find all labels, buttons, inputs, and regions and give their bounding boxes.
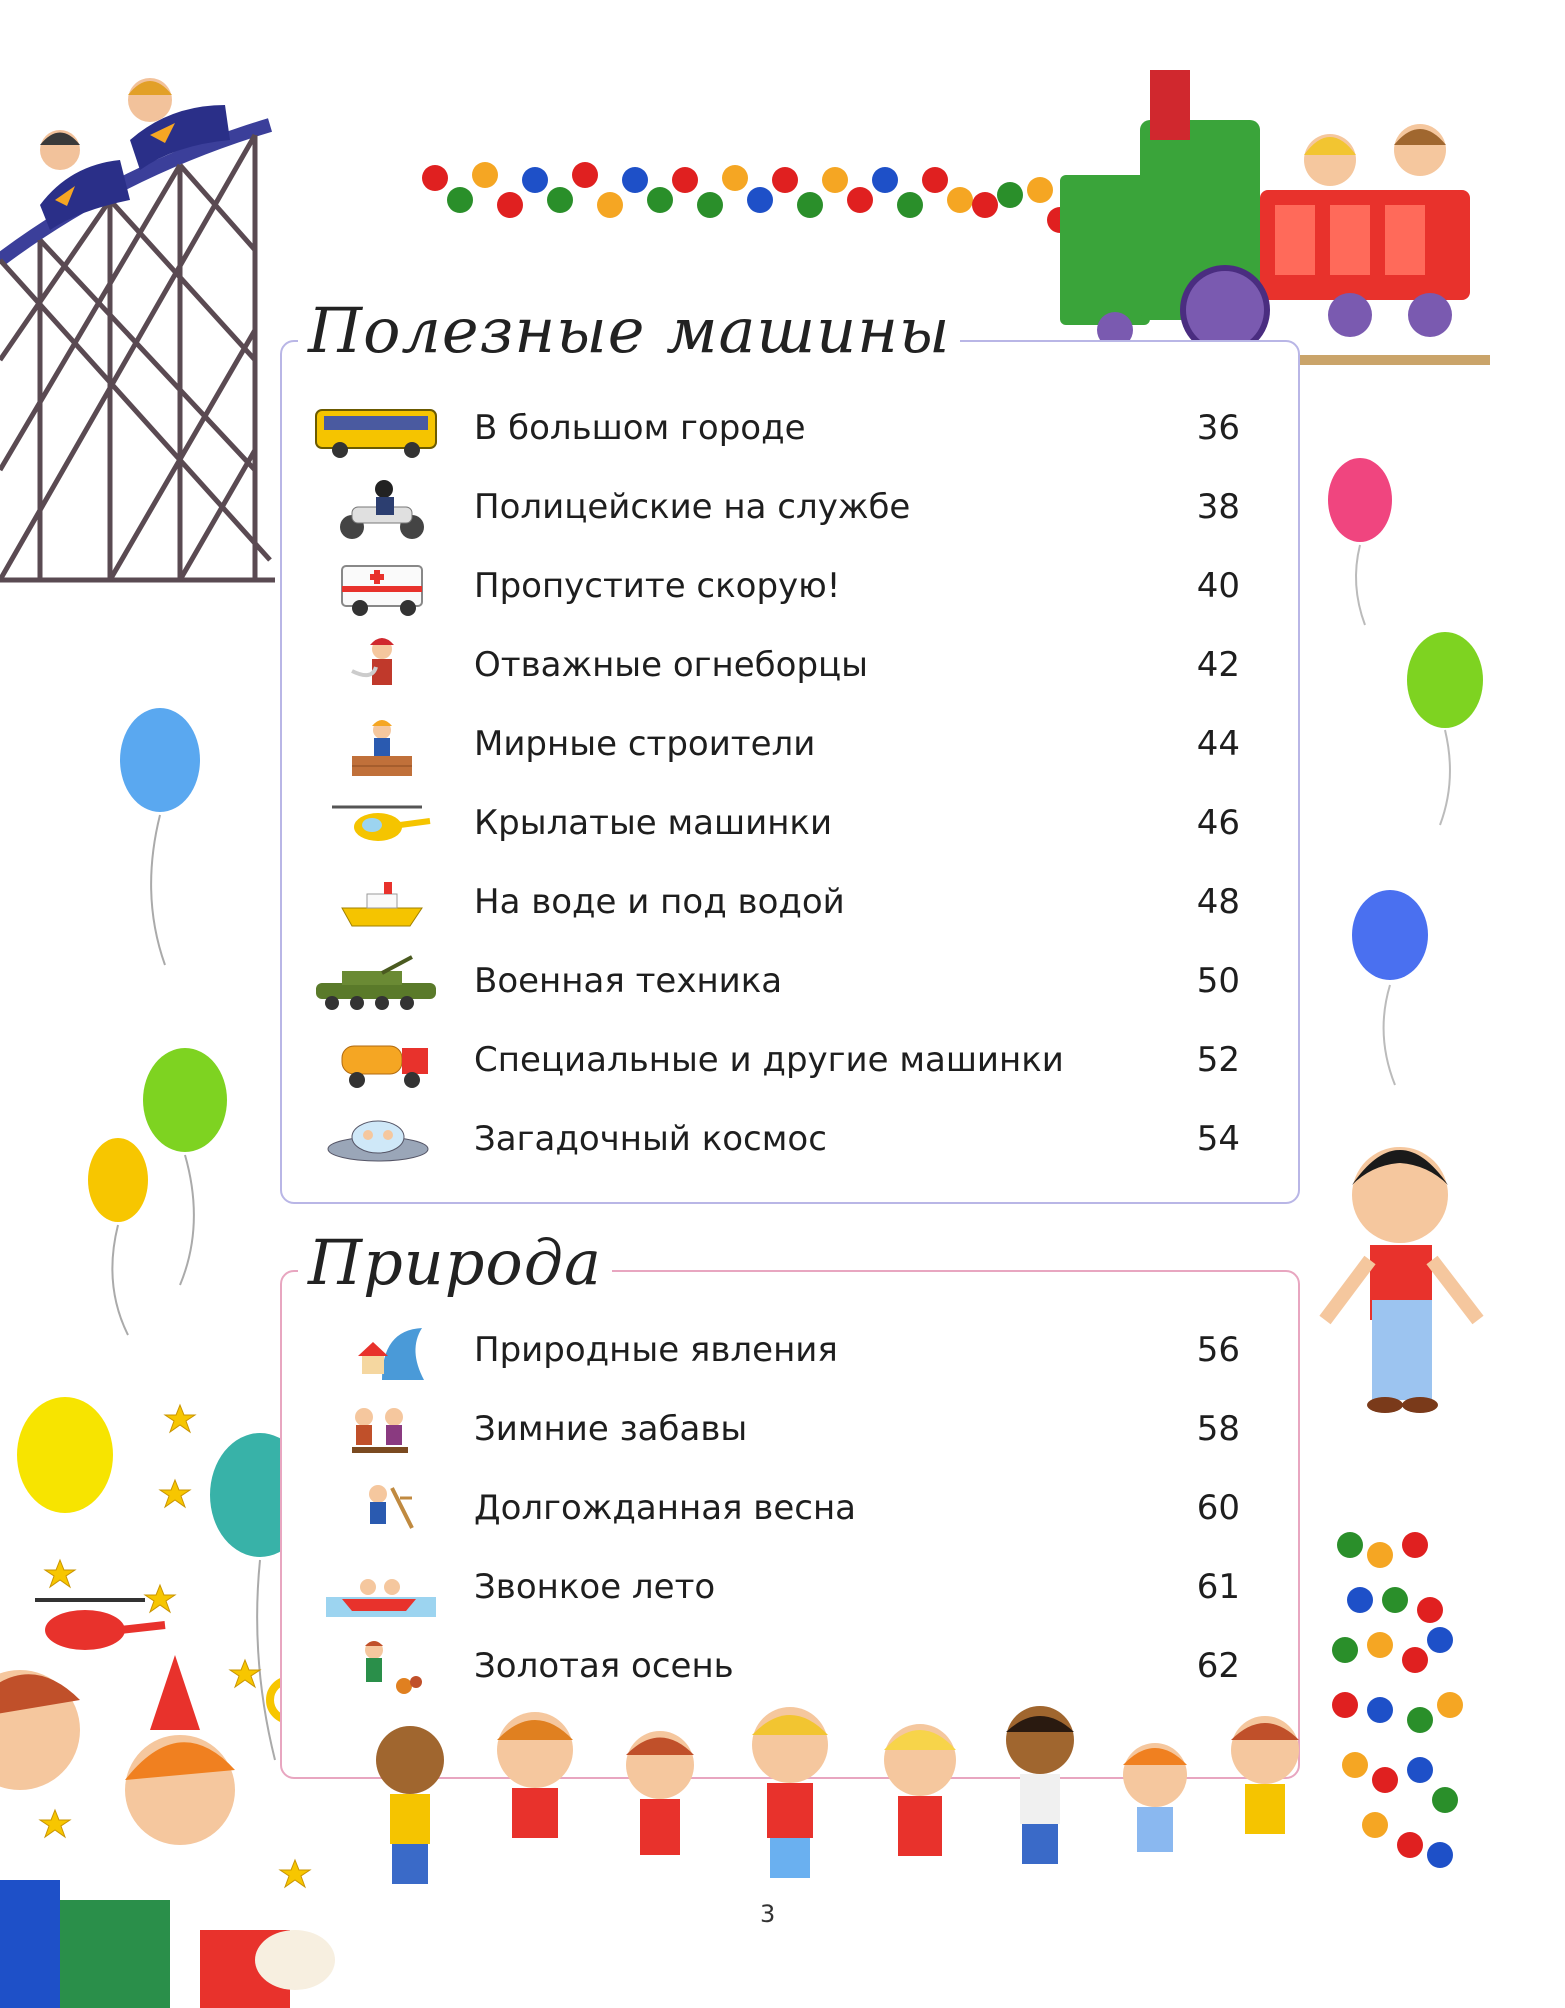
firefighter-icon <box>312 635 442 699</box>
toc-entry-label: Звонкое лето <box>474 1567 716 1607</box>
ambulance-icon <box>312 556 442 620</box>
boat-icon <box>312 872 442 936</box>
toc-entry[interactable] <box>300 868 1240 940</box>
train-illustration <box>1040 70 1490 365</box>
toc-entry[interactable] <box>300 1632 1240 1704</box>
spring-child-icon <box>312 1478 442 1542</box>
toc-entry-page: 61 <box>1196 1567 1240 1607</box>
page-number: 3 <box>760 1900 776 1928</box>
beads-row <box>422 162 1073 233</box>
autumn-child-icon <box>312 1636 442 1700</box>
toc-entry-label: Природные явления <box>474 1330 838 1370</box>
jumping-kids-illustration <box>360 1700 1320 1960</box>
section-title-useful-machines: Полезные машины <box>298 300 960 362</box>
tanker-truck-icon <box>312 1030 442 1094</box>
toc-entry[interactable] <box>300 1105 1240 1177</box>
toc-entry-page: 54 <box>1196 1119 1240 1159</box>
toc-entry[interactable] <box>300 1026 1240 1098</box>
toc-entry-page: 62 <box>1196 1646 1240 1686</box>
toc-entry-label: Полицейские на службе <box>474 487 911 527</box>
toc-entry-label: В большом городе <box>474 408 806 448</box>
toc-entry-label: Долгожданная весна <box>474 1488 857 1528</box>
toc-entry[interactable] <box>300 1553 1240 1625</box>
toc-entry[interactable] <box>300 473 1240 545</box>
toc-entry-page: 50 <box>1196 961 1240 1001</box>
toc-entry-label: Отважные огнеборцы <box>474 645 869 685</box>
toc-entry-label: Загадочный космос <box>474 1119 827 1159</box>
toc-entry[interactable] <box>300 789 1240 861</box>
beads-cluster <box>1332 1532 1463 1868</box>
toc-entry[interactable] <box>300 947 1240 1019</box>
toc-entry-page: 56 <box>1196 1330 1240 1370</box>
ufo-icon <box>312 1109 442 1173</box>
toc-entry[interactable] <box>300 631 1240 703</box>
toc-entry[interactable] <box>300 1316 1240 1388</box>
toc-entry[interactable] <box>300 552 1240 624</box>
balloons-right <box>1328 458 1483 1085</box>
toc-entry-label: На воде и под водой <box>474 882 845 922</box>
tank-icon <box>312 951 442 1015</box>
helicopter-illustration <box>35 1600 165 1650</box>
toc-entry-label: Военная техника <box>474 961 783 1001</box>
toc-entry-page: 52 <box>1196 1040 1240 1080</box>
toc-entry-page: 40 <box>1196 566 1240 606</box>
police-motorcycle-icon <box>312 477 442 541</box>
wave-house-icon <box>312 1320 442 1384</box>
toc-entry[interactable] <box>300 1474 1240 1546</box>
toc-entry-label: Пропустите скорую! <box>474 566 841 606</box>
toc-entry-page: 44 <box>1196 724 1240 764</box>
helicopter-icon <box>312 793 442 857</box>
boy-illustration <box>1325 1147 1478 1413</box>
toc-entry-page: 42 <box>1196 645 1240 685</box>
toc-entry-label: Специальные и другие машинки <box>474 1040 1064 1080</box>
toc-entry-label: Крылатые машинки <box>474 803 833 843</box>
winter-sled-icon <box>312 1399 442 1463</box>
toc-entry-page: 58 <box>1196 1409 1240 1449</box>
toc-entry[interactable] <box>300 394 1240 466</box>
section-title-nature: Природа <box>298 1232 612 1294</box>
toc-entry-page: 60 <box>1196 1488 1240 1528</box>
toc-entry-label: Мирные строители <box>474 724 816 764</box>
bus-icon <box>312 398 442 462</box>
toc-entry[interactable] <box>300 1395 1240 1467</box>
toc-entry-label: Зимние забавы <box>474 1409 748 1449</box>
toc-entry-page: 38 <box>1196 487 1240 527</box>
toc-entry-page: 36 <box>1196 408 1240 448</box>
toc-entry-page: 46 <box>1196 803 1240 843</box>
toc-entry-label: Золотая осень <box>474 1646 734 1686</box>
toc-entry-page: 48 <box>1196 882 1240 922</box>
summer-boat-icon <box>312 1557 442 1621</box>
toc-entry[interactable] <box>300 710 1240 782</box>
builder-icon <box>312 714 442 778</box>
roller-coaster-illustration <box>0 78 275 580</box>
